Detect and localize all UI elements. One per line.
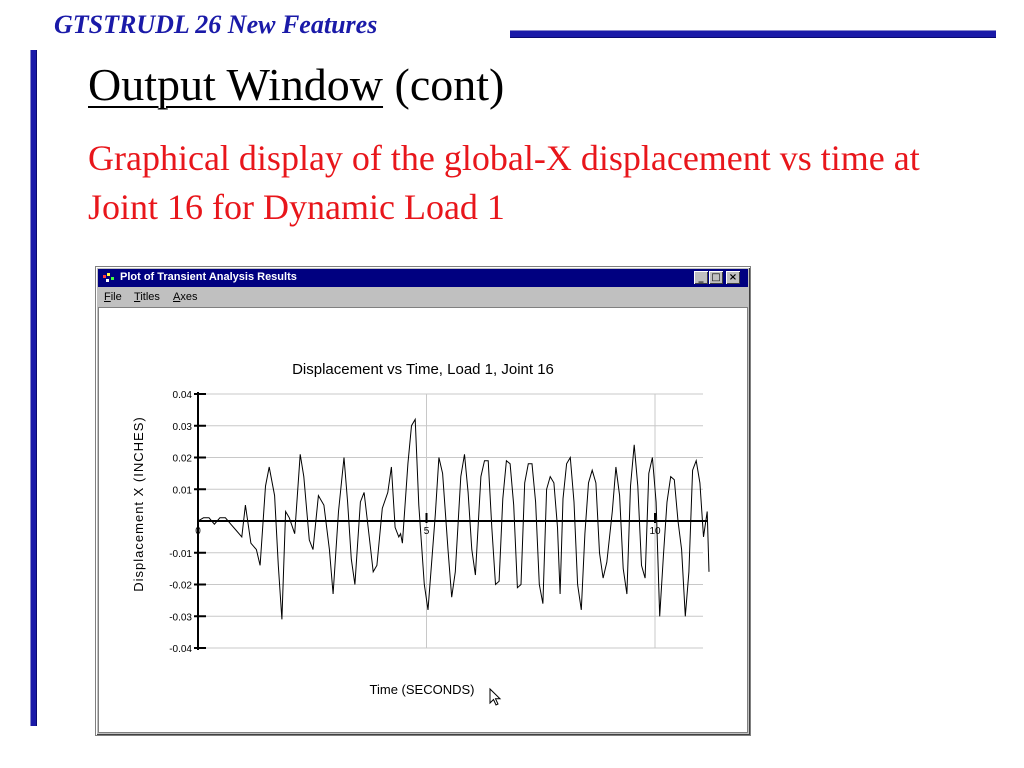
- slide-header: GTSTRUDL 26 New Features: [54, 10, 378, 39]
- plot-window: [95, 266, 751, 736]
- y-axis-label: Displacement X (INCHES): [131, 416, 146, 592]
- y-tick-label: 0.03: [172, 421, 192, 433]
- window-title-bar[interactable]: [98, 269, 748, 287]
- x-axis-label: Time (SECONDS): [369, 682, 475, 697]
- side-accent-bar: [30, 50, 37, 726]
- close-button[interactable]: ×: [726, 271, 740, 284]
- y-tick-label: 0.02: [172, 453, 192, 465]
- series-layer: [198, 419, 709, 619]
- y-tick-label: -0.04: [169, 644, 192, 655]
- x-tick-label: 0: [195, 526, 201, 537]
- header-rule: [510, 30, 996, 38]
- y-tick-label: -0.01: [169, 548, 192, 560]
- menu-bar: [98, 288, 748, 306]
- x-tick-label: 10: [649, 526, 661, 537]
- maximize-button[interactable]: □: [709, 271, 723, 284]
- y-tick-label: -0.02: [169, 580, 192, 592]
- mouse-pointer-icon: [490, 689, 500, 705]
- displacement-chart: [99, 308, 747, 732]
- minimize-button[interactable]: _: [694, 271, 708, 284]
- chart-title: Displacement vs Time, Load 1, Joint 16: [292, 361, 554, 378]
- app-icon: [102, 272, 116, 284]
- slide-title: [88, 58, 504, 111]
- slide-title-suffix: (cont): [383, 59, 505, 110]
- plot-area: [98, 307, 748, 733]
- y-tick-label: 0.04: [172, 390, 192, 401]
- menu-file[interactable]: File: [104, 291, 122, 303]
- menu-axes[interactable]: Axes: [173, 291, 198, 303]
- y-tick-label: 0.01: [172, 485, 192, 497]
- axes: [194, 392, 708, 650]
- menu-titles[interactable]: Titles: [134, 291, 160, 303]
- y-tick-label: -0.03: [169, 612, 192, 624]
- window-title: Plot of Transient Analysis Results: [120, 271, 297, 283]
- series-line: [198, 419, 709, 619]
- slide-subtitle: Graphical display of the global-X displacement vs time at Joint 16 for Dynamic Load 1: [88, 138, 920, 227]
- x-tick-label: 5: [423, 526, 430, 537]
- slide-title-main: Output Window: [88, 59, 384, 110]
